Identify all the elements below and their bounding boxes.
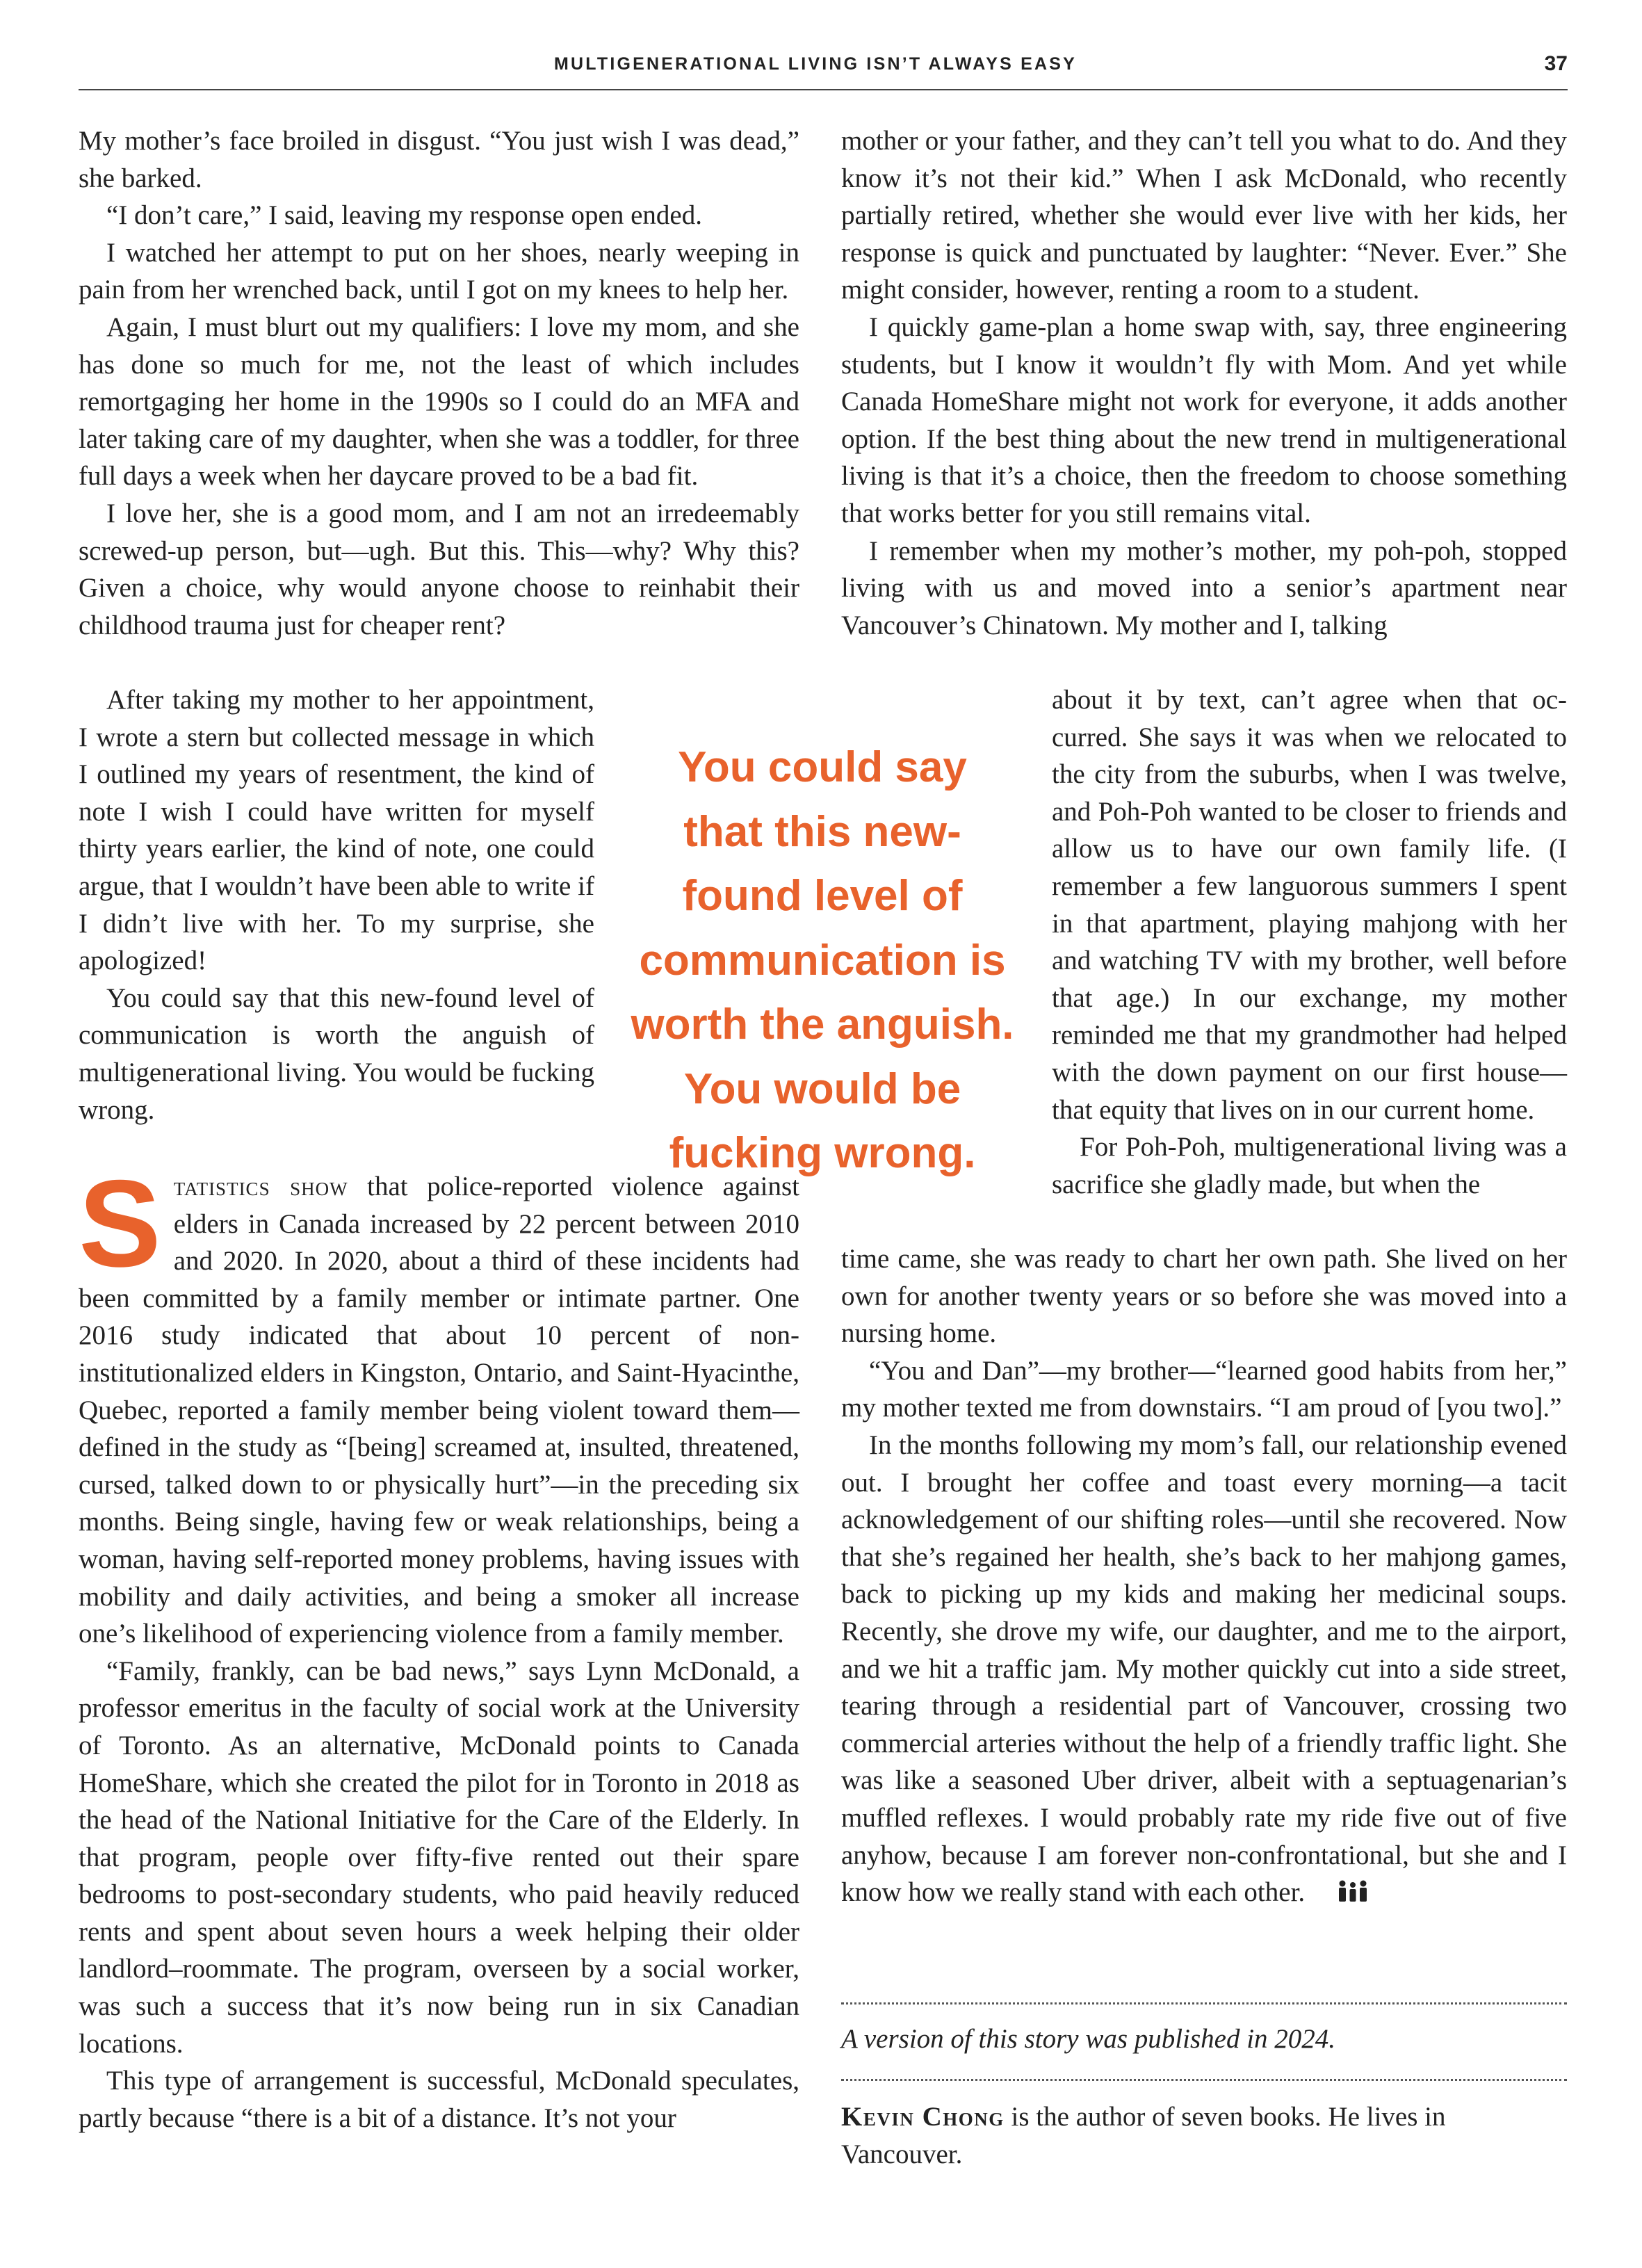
- pull-quote-line: You would be: [683, 1064, 961, 1113]
- paragraph-text: In the months following my mom’s fall, our relationship evened out. I brought her coffee and toast every morning—a tacit acknowledgement of our shifting roles—until she recovered. Now that she’s regained her health, she’s back to her mahjong games, back to picking up my kids and making her medicinal soups. Recently, she drove my wife, our daughter, and me to the airport, and we hit a traffic jam. My mother quickly cut into a side street, tearing through a residential part of Vancouver, crossing two commercial arteries without the help of a friendly traffic light. She was like a seasoned Uber driver, albeit with a septuagenarian’s muffled reflexes. I would probably rate my ride five out of five anyhow, because I am forever non-confrontational, but she and I know how we really stand with each other.: [841, 1429, 1567, 1908]
- left-column-bottom: [79, 1154, 799, 2137]
- paragraph: My mother’s face broiled in disgust. “You just wish I was dead,” she barked.: [79, 126, 799, 193]
- divider-dotted: [841, 2002, 1567, 2004]
- paragraph: For Poh-Poh, multigenerational living was a sacrifice she gladly made, but when the: [1052, 1132, 1567, 1199]
- drop-cap: S: [79, 1154, 161, 1293]
- bio-text: is the author of seven books. He lives in Vancouver.: [841, 2102, 1446, 2169]
- running-head: [0, 54, 1642, 82]
- paragraph: about it by text, can’t agree when that occurred. She says it was when we relocated to the city from the suburbs, when I was twelve, and Poh-Poh wanted to be closer to friends and allow us to have our own family life. (I remember a few languorous summers I spent in that apartment, playing mahjong with her and watching TV with my brother, well before that age.) In our exchange, my mother reminded me that my grandmother had helped with the down payment on our first house—that equity that lives on in our current home.: [1052, 685, 1567, 1125]
- section-opening-paragraph: [79, 1154, 799, 1653]
- paragraph: Again, I must blurt out my qualifiers: I love my mom, and she has done so much for me, not the least of which includes remortgaging her home in the 1990s so I could do an MFA and later taking care of my daughter, when she was a toddler, for three full days a week when her daycare proved to be a bad fit.: [79, 311, 799, 492]
- paragraph-text: that police-reported violence against elders in Canada increased by 22 percent between 2010 and 2020. In 2020, about a third of these incidents had been committed by a family member or intimate partner. One 2016 study indicated that about 10 percent of non-institutionalized elders in Kingston, Ontario, and Saint-Hyacinthe, Quebec, reported a family member being violent toward them—defined in the study as “[being] screamed at, insulted, threatened, cursed, talked down to or physically hurt”—in the preceding six months. Being single, having few or weak relationships, being a woman, having self-reported money problems, having issues with mobility and daily activities, and being a smoker all increase one’s likelihood of experiencing violence from a family member.: [79, 1172, 799, 1649]
- final-paragraph: [841, 1427, 1567, 1913]
- author-bio: [841, 2098, 1567, 2173]
- family-figures-icon: [1309, 1876, 1369, 1913]
- pull-quote-line: communication is: [639, 936, 1006, 985]
- divider-dotted: [841, 2079, 1567, 2081]
- paragraph: I quickly game-plan a home swap with, say, three engineering students, but I know it wouldn’t fly with Mom. And yet while Canada HomeShare might not work for everyone, it adds another option. If the best thing about the new trend in multigenerational living is that it’s a choice, then the freedom to choose something that works better for you still remains vital.: [841, 311, 1567, 528]
- version-note: A version of this story was published in 2024.: [841, 2024, 1336, 2054]
- paragraph: “You and Dan”—my brother—“learned good habits from her,” my mother texted me from downstairs. “I am proud of [you two].”: [841, 1355, 1567, 1423]
- paragraph: You could say that this new-found level of communication is worth the anguish of multigenerational living. You would be fucking wrong.: [79, 982, 594, 1125]
- left-column-top: [79, 122, 799, 644]
- paragraph: I remember when my mother’s mother, my poh-poh, stopped living with us and moved into a senior’s apartment near Vancouver’s Chinatown. My mother and I, talking: [841, 535, 1567, 640]
- page-number: 37: [1544, 52, 1568, 75]
- paragraph: This type of arrangement is successful, McDonald speculates, partly because “there is a bit of a distance. It’s not your: [79, 2066, 799, 2133]
- paragraph: After taking my mother to her appointment, I wrote a stern but collected message in which I outlined my years of resentment, the kind of note I wish I could have written for myself thirty years earlier, the kind of note, one could argue, that I wouldn’t have been able to write if I didn’t live with her. To my surprise, she apologized!: [79, 685, 594, 976]
- paragraph: time came, she was ready to chart her own path. She lived on her own for another twenty years or so before she was moved into a nursing home.: [841, 1244, 1567, 1349]
- running-title: MULTIGENERATIONAL LIVING ISN’T ALWAYS EASY: [554, 54, 1078, 74]
- author-name: Kevin Chong: [841, 2102, 1005, 2132]
- left-column-narrow: [79, 681, 594, 1128]
- lead-in: tatistics show: [173, 1172, 348, 1201]
- right-column-top: [841, 122, 1567, 644]
- header-rule: [79, 89, 1568, 90]
- pull-quote-line: worth the anguish.: [631, 1001, 1014, 1048]
- pull-quote-line: found level of: [682, 872, 963, 920]
- paragraph: “I don’t care,” I said, leaving my response open ended.: [106, 200, 702, 231]
- right-column-bottom: [841, 1240, 1567, 1913]
- paragraph: “Family, frankly, can be bad news,” says Lynn McDonald, a professor emeritus in the faculty of social work at the University of Toronto. As an alternative, McDonald points to Canada HomeShare, which she created the pilot for in Toronto in 2018 as the head of the National Initiative for the Care of the Elderly. In that program, people over fifty-five rented out their spare bedrooms to post-secondary students, who paid heavily reduced rents and spent about seven hours a week helping their older landlord–roommate. The program, overseen by a social worker, was such a success that it’s now being run in six Canadian locations.: [79, 1655, 799, 2059]
- right-column-narrow: [1052, 681, 1567, 1203]
- pull-quote: [605, 736, 1040, 1186]
- paragraph: I love her, she is a good mom, and I am not an irredeemably screwed-up person, but—ugh. But this. This—why? Why this? Given a choice, why would anyone choose to reinhabit their childhood trauma just for cheaper rent?: [79, 498, 799, 640]
- pull-quote-line: You could say: [678, 743, 967, 791]
- pull-quote-line: that this new-: [683, 807, 961, 856]
- paragraph: mother or your father, and they can’t tell you what to do. And they know it’s not their kid.” When I ask McDonald, who recently partially retired, whether she would ever live with her kids, her response is quick and punctuated by laughter: “Never. Ever.” She might consider, however, renting a room to a student.: [841, 126, 1567, 305]
- pull-quote-line: fucking wrong.: [669, 1129, 976, 1177]
- paragraph: I watched her attempt to put on her shoes, nearly weeping in pain from her wrenched back, until I got on my knees to help her.: [79, 237, 799, 305]
